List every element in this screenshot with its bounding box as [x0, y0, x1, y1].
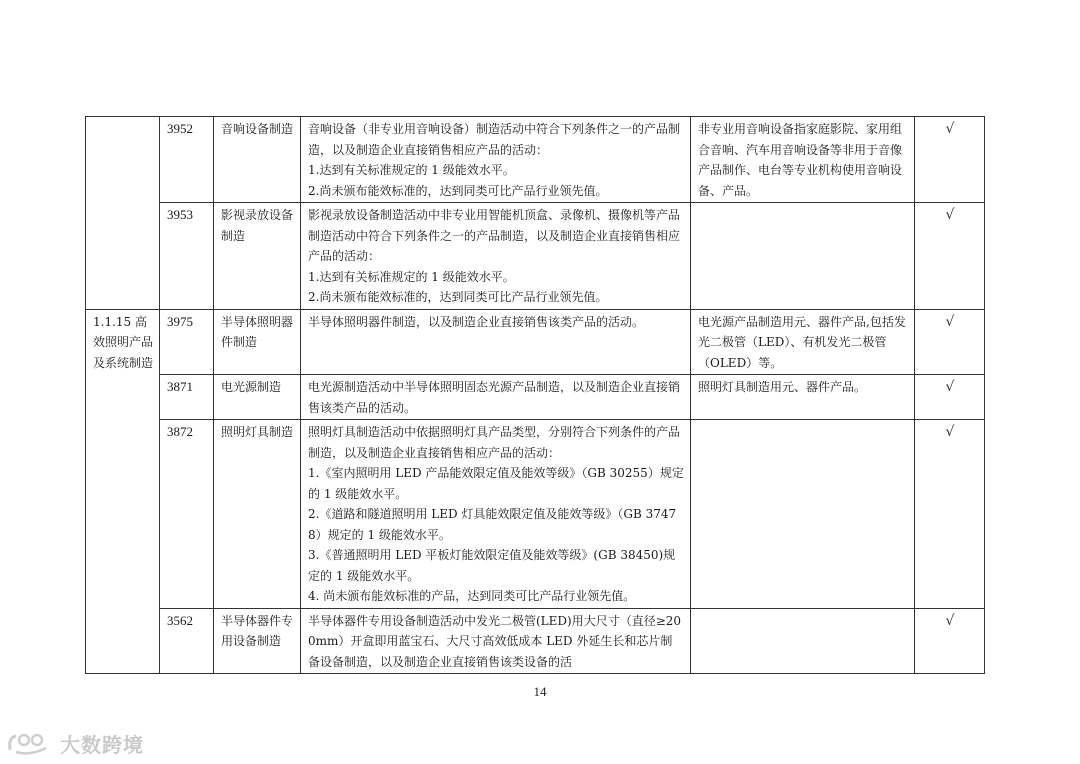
description-line: 1.达到有关标准规定的 1 级能效水平。 [308, 269, 515, 284]
description-cell [301, 420, 691, 609]
industry-code-cell: 3952 [160, 117, 214, 203]
checkmark-icon: √ [915, 420, 985, 609]
description-line: 4. 尚未颁布能效标准的产品，达到同类可比产品行业领先值。 [308, 589, 636, 603]
description-cell [301, 117, 691, 203]
note-cell [691, 608, 915, 674]
industry-name-cell: 半导体器件专用设备制造 [214, 608, 301, 674]
checkmark-icon: √ [915, 608, 985, 674]
watermark-text: 大数跨境 [60, 732, 144, 757]
description-cell [301, 203, 691, 310]
industry-name-cell: 半导体照明器件制造 [214, 309, 301, 375]
checkmark-icon: √ [915, 117, 985, 203]
description-line: 半导体器件专用设备制造活动中发光二极管(LED)用大尺寸（直径≥200mm）开盒即用蓝宝石、大尺寸高效低成本 LED 外延生长和芯片制备设备制造，以及制造企业直接销售该类设备的活 [308, 613, 682, 669]
description-cell [301, 608, 691, 674]
description-line: 3.《普通照明用 LED 平板灯能效限定值及能效等级》(GB 38450)规定的 1 级能效水平。 [308, 548, 676, 583]
table-row [86, 117, 985, 203]
checkmark-icon: √ [915, 203, 985, 310]
table-row [86, 420, 985, 609]
industry-name-cell: 照明灯具制造 [214, 420, 301, 609]
description-line: 电光源制造活动中半导体照明固态光源产品制造，以及制造企业直接销售该类产品的活动。 [308, 380, 681, 415]
industry-name-cell: 影视录放设备制造 [214, 203, 301, 310]
table-row [86, 203, 985, 310]
description-cell [301, 375, 691, 420]
industry-name-cell: 音响设备制造 [214, 117, 301, 203]
description-line: 1.《室内照明用 LED 产品能效限定值及能效等级》（GB 30255）规定的 1 级能效水平。 [308, 466, 684, 501]
watermark-logo-icon [6, 730, 54, 756]
table-row [86, 375, 985, 420]
note-line: 电光源产品制造用元、器件产品,包括发光二极管（LED）、有机发光二极管（OLED）等。 [698, 314, 906, 370]
description-cell [301, 309, 691, 375]
table-row [86, 608, 985, 674]
classification-table [85, 116, 985, 674]
description-line: 1.达到有关标准规定的 1 级能效水平。 [308, 163, 515, 177]
industry-code-cell: 3871 [160, 375, 214, 420]
note-cell [691, 309, 915, 375]
table-row [86, 309, 985, 375]
note-cell [691, 420, 915, 609]
industry-code-cell: 3953 [160, 203, 214, 310]
industry-code-cell: 3872 [160, 420, 214, 609]
page-number: 14 [533, 684, 547, 699]
note-cell [691, 203, 915, 310]
description-line: 影视录放设备制造活动中非专业用智能机顶盒、录像机、摄像机等产品制造活动中符合下列条件之一的产品制造，以及制造企业直接销售相应产品的活动： [308, 208, 681, 263]
description-line: 2.尚未颁布能效标准的，达到同类可比产品行业领先值。 [308, 183, 608, 198]
category-cell [86, 117, 160, 310]
note-line: 照明灯具制造用元、器件产品。 [698, 380, 867, 394]
note-cell [691, 375, 915, 420]
checkmark-icon: √ [915, 309, 985, 375]
description-line: 2.尚未颁布能效标准的，达到同类可比产品行业领先值。 [308, 290, 608, 304]
industry-name-cell: 电光源制造 [214, 375, 301, 420]
description-line: 2.《道路和隧道照明用 LED 灯具能效限定值及能效等级》（GB 37478）规定的 1 级能效水平。 [308, 507, 677, 542]
industry-code-cell: 3562 [160, 608, 214, 674]
checkmark-icon: √ [915, 375, 985, 420]
industry-code-cell: 3975 [160, 309, 214, 375]
description-line: 音响设备（非专业用音响设备）制造活动中符合下列条件之一的产品制造，以及制造企业直接销售相应产品的活动： [308, 122, 681, 157]
watermark [6, 728, 144, 758]
description-line: 半导体照明器件制造，以及制造企业直接销售该类产品的活动。 [308, 314, 645, 329]
category-cell: 1.1.15 高效照明产品及系统制造 [86, 309, 160, 674]
description-line: 照明灯具制造活动中依据照明灯具产品类型，分别符合下列条件的产品制造，以及制造企业直接销售相应产品的活动： [308, 425, 681, 460]
note-cell [691, 117, 915, 203]
note-line: 非专业用音响设备指家庭影院、家用组合音响、汽车用音响设备等非用于音像产品制作、电台等专业机构使用音响设备、产品。 [698, 122, 903, 198]
